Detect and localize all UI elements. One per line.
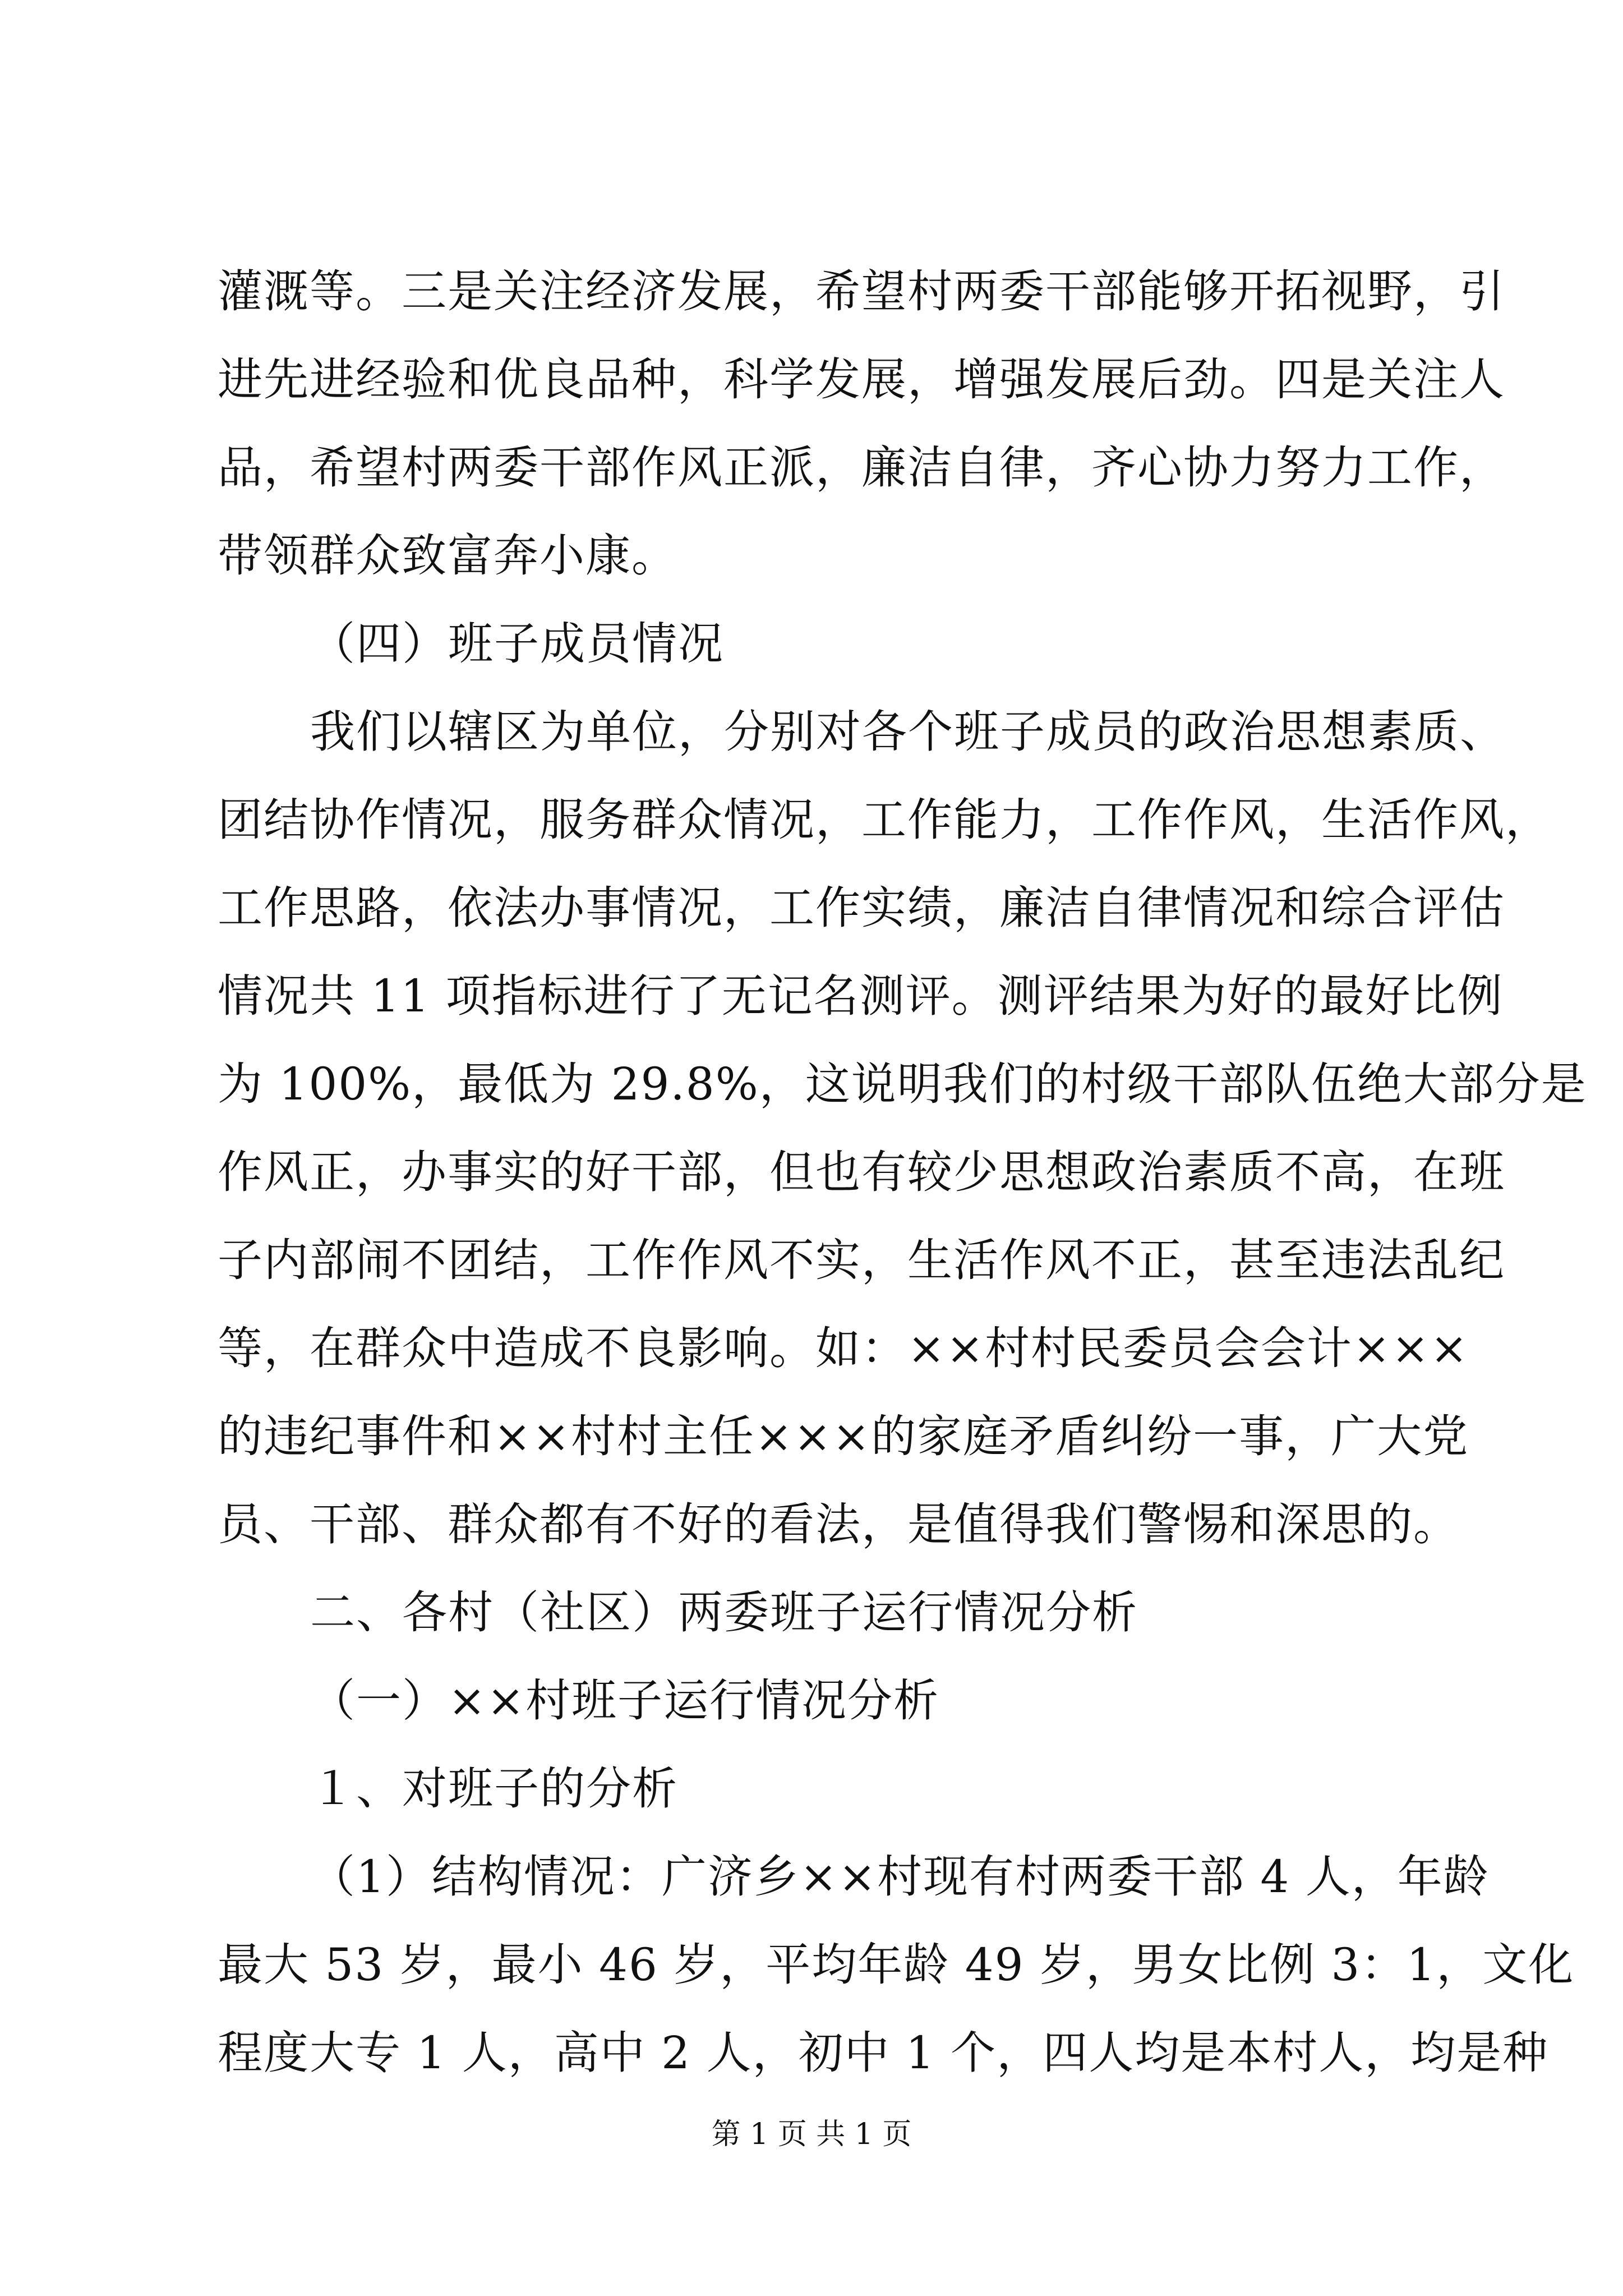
text-line: 的违纪事件和××村村主任×××的家庭矛盾纠纷一事，广大党 [218, 1410, 1469, 1462]
text-line: 灌溉等。三是关注经济发展，希望村两委干部能够开拓视野，引 [218, 265, 1505, 318]
text-line: 工作思路，依法办事情况，工作实绩，廉洁自律情况和综合评估 [218, 882, 1505, 934]
text-line: 最大 53 岁，最小 46 岁，平均年龄 49 岁，男女比例 3：1，文化 [218, 1939, 1575, 1991]
text-line: 团结协作情况，服务群众情况，工作能力，工作作风，生活作风， [218, 794, 1551, 846]
text-line: 子内部闹不团结，工作作风不实，生活作风不正，甚至违法乱纪 [218, 1234, 1505, 1286]
text-line: 进先进经验和优良品种，科学发展，增强发展后劲。四是关注人 [218, 353, 1505, 406]
paragraph-first-line: 我们以辖区为单位，分别对各个班子成员的政治思想素质、 [310, 706, 1506, 758]
subsection-heading: （一）××村班子运行情况分析 [310, 1674, 940, 1727]
text-line: 情况共 11 项指标进行了无记名测评。测评结果为好的最好比例 [218, 970, 1504, 1022]
text-line: 等，在群众中造成不良影响。如：××村村民委员会会计××× [218, 1322, 1469, 1374]
paragraph-first-line: （1）结构情况：广济乡××村现有村两委干部 4 人，年龄 [310, 1851, 1490, 1903]
subsection-heading: １、对班子的分析 [310, 1763, 678, 1815]
text-line: 程度大专 1 人，高中 2 人，初中 1 个，四人均是本村人，均是种 [218, 2027, 1549, 2079]
section-heading: 二、各村（社区）两委班子运行情况分析 [310, 1586, 1138, 1639]
text-line: 带领群众致富奔小康。 [218, 530, 677, 582]
section-heading: （四）班子成员情况 [310, 618, 724, 670]
text-line: 为 100%，最低为 29.8%，这说明我们的村级干部队伍绝大部分是 [218, 1058, 1587, 1110]
page-footer: 第 1 页 共 1 页 [711, 2118, 912, 2151]
text-line: 员、干部、群众都有不好的看法，是值得我们警惕和深思的。 [218, 1498, 1459, 1550]
text-line: 作风正，办事实的好干部，但也有较少思想政治素质不高，在班 [218, 1146, 1505, 1198]
text-line: 品，希望村两委干部作风正派，廉洁自律，齐心协力努力工作， [218, 441, 1505, 494]
